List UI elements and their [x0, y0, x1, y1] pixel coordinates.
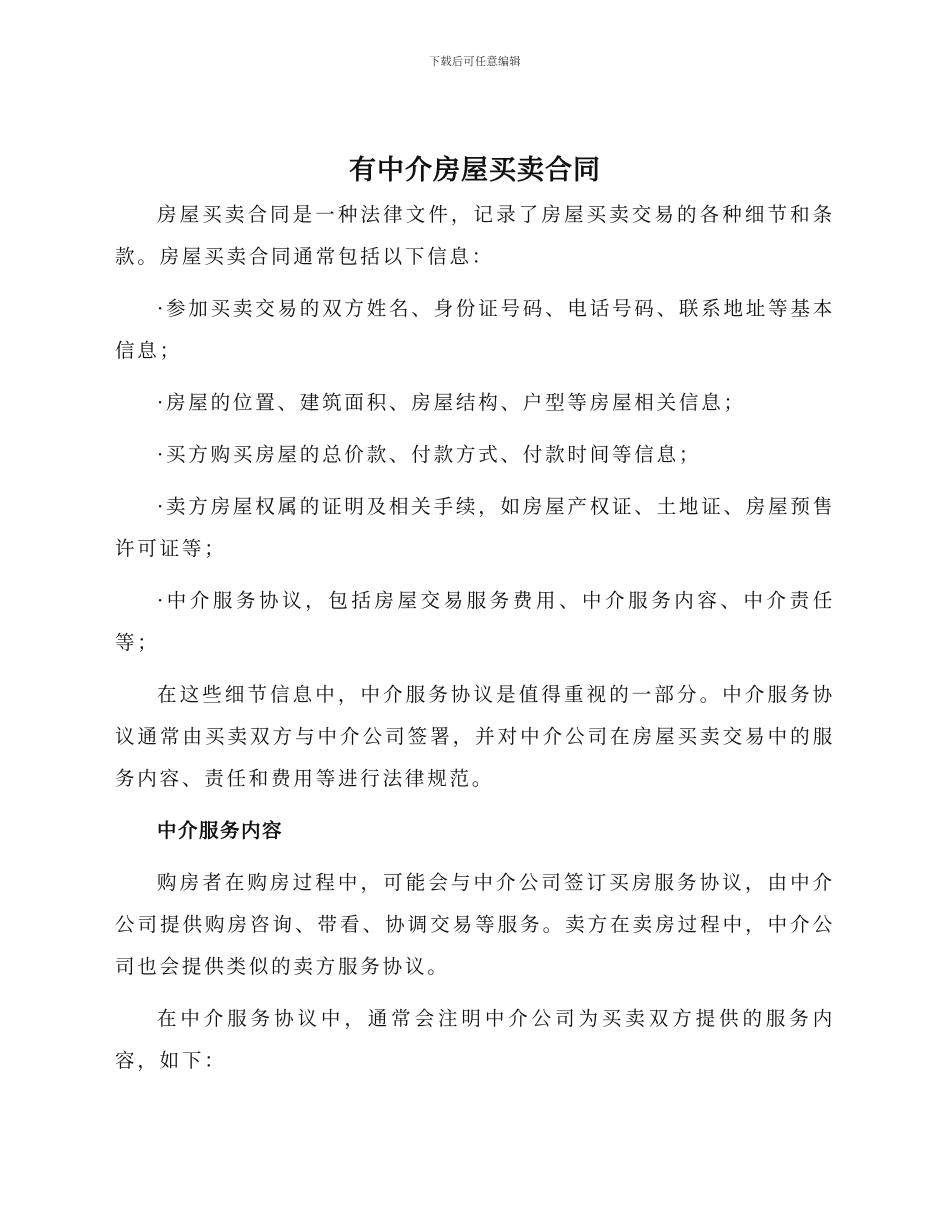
bullet-item-parties: ·参加买卖交易的双方姓名、身份证号码、电话号码、联系地址等基本信息； — [115, 297, 835, 362]
header-note: 下载后可任意编辑 — [429, 55, 521, 68]
agency-agreement-paragraph: 在中介服务协议中，通常会注明中介公司为买卖双方提供的服务内容，如下： — [115, 1007, 835, 1072]
agency-services-paragraph: 购房者在购房过程中，可能会与中介公司签订买房服务协议，由中介公司提供购房咨询、带看、协调交易等服务。卖方在卖房过程中，中介公司也会提供类似的卖方服务协议。 — [115, 871, 835, 978]
bullet-item-ownership: ·卖方房屋权属的证明及相关手续，如房屋产权证、土地证、房屋预售许可证等； — [115, 495, 835, 560]
document-title: 有中介房屋买卖合同 — [349, 155, 601, 186]
bullet-item-agency: ·中介服务协议，包括房屋交易服务费用、中介服务内容、中介责任等； — [115, 589, 835, 654]
intro-paragraph: 房屋买卖合同是一种法律文件，记录了房屋买卖交易的各种细节和条款。房屋买卖合同通常包括以下信息： — [115, 203, 835, 268]
bullet-item-property: ·房屋的位置、建筑面积、房屋结构、户型等房屋相关信息； — [157, 391, 746, 414]
section-heading-agency-services: 中介服务内容 — [157, 819, 284, 842]
agency-importance-paragraph: 在这些细节信息中，中介服务协议是值得重视的一部分。中介服务协议通常由买卖双方与中介公司签署，并对中介公司在房屋买卖交易中的服务内容、责任和费用等进行法律规范。 — [115, 683, 835, 790]
bullet-item-payment: ·买方购买房屋的总价款、付款方式、付款时间等信息； — [157, 443, 702, 466]
document-body — [115, 194, 835, 1092]
